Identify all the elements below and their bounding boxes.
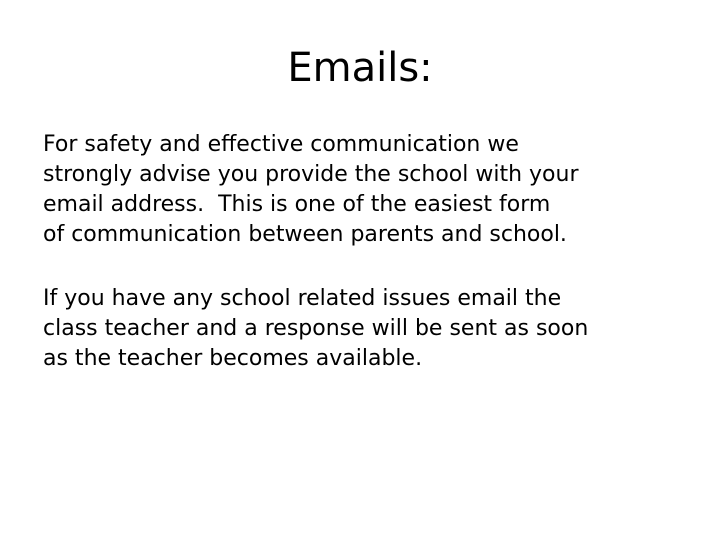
text-line: If you have any school related issues email the [43, 286, 562, 311]
paragraph-email-advice [43, 130, 693, 250]
text-line: email address. This is one of the easiest form [43, 192, 551, 217]
text-line: class teacher and a response will be sent as soon [43, 316, 589, 341]
text-line: For safety and effective communication we [43, 132, 519, 157]
paragraph-school-issues [43, 284, 693, 374]
slide-title: Emails: [287, 45, 433, 91]
slide-body [43, 130, 693, 374]
text-line: strongly advise you provide the school with your [43, 162, 579, 187]
text-line: of communication between parents and school. [43, 222, 567, 247]
text-line: as the teacher becomes available. [43, 346, 423, 371]
